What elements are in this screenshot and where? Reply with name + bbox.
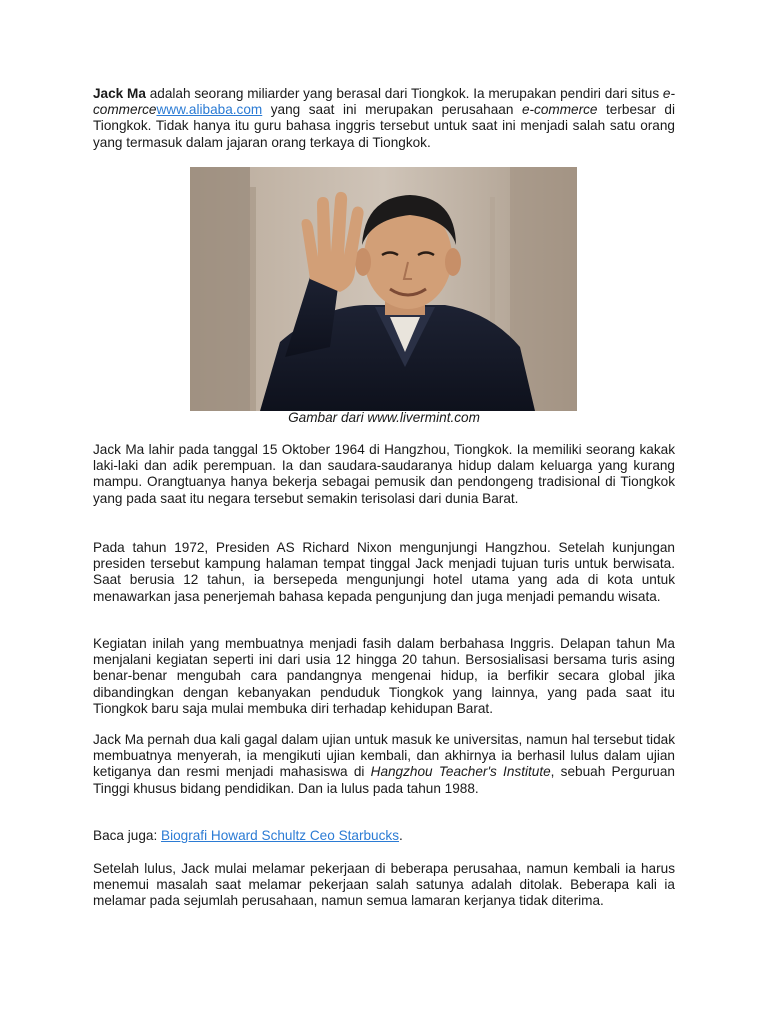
alibaba-link[interactable]: www.alibaba.com — [156, 102, 263, 118]
photo-caption: Gambar dari www.livermint.com — [288, 410, 480, 425]
english-paragraph: Kegiatan inilah yang membuatnya menjadi fasih dalam berbahasa Inggris. Delapan tahun Ma menjalani kegiatan seperti ini dari usia 12 hingga 20 tahun. Bersosialisasi bersama turis asing benar-benar mengubah cara pandangnya mengenai hidup, ia berfikir secara global jika dibandingkan dengan kebanyakan penduduk Tiongkok yang lainnya, yang pada saat itu Tiongkok baru saja mulai membuka diri terhadap kehidupan Barat. — [93, 636, 675, 716]
birth-paragraph: Jack Ma lahir pada tanggal 15 Oktober 1964 di Hangzhou, Tiongkok. Ia memiliki seorang kakak laki-laki dan adik perempuan. Ia dan saudara-saudaranya hidup dalam keluarga yang kurang mampu. Orangtuanya hanya bekerja sebagai pemusik dan pendongeng tradisional di Tiongkok yang pada saat itu negara tersebut semakin terisolasi dari dunia Barat. — [93, 442, 675, 506]
intro-paragraph: Jack Ma adalah seorang miliarder yang berasal dari Tiongkok. Ia merupakan pendiri dari situs e-commercewww.alibaba.com yang saat ini merupakan perusahaan e-commerce terbesar di Tiongkok. Tidak hanya itu guru bahasa inggris tersebut untuk saat ini menjadi salah satu orang yang termasuk dalam jajaran orang terkaya di Tiongkok. — [93, 86, 675, 150]
subject-name: Jack Ma — [93, 86, 146, 101]
institute-name: Hangzhou Teacher's Institute — [370, 764, 551, 780]
read-also: Baca juga: Biografi Howard Schultz Ceo Starbucks. — [93, 828, 403, 843]
university-paragraph: Jack Ma pernah dua kali gagal dalam ujian untuk masuk ke universitas, namun hal tersebut tidak membuatnya menyerah, ia mengikuti ujian kembali, dan akhirnya ia berhasil lulus dalam ujian ketiganya dan resmi menjadi mahasiswa di Hangzhou Teacher's Institute, sebuah Perguruan Tinggi khusus bidang pendidikan. Dan ia lulus pada tahun 1988. — [93, 732, 675, 796]
nixon-paragraph: Pada tahun 1972, Presiden AS Richard Nixon mengunjungi Hangzhou. Setelah kunjungan presiden tersebut kampung halaman tempat tinggal Jack menjadi tujuan turis untuk berwisata. Saat berusia 12 tahun, ia bersepeda mengunjungi hotel utama yang ada di kota untuk menawarkan jasa penerjemah bahasa kepada pengunjung dan juga menjadi pemandu wisata. — [93, 540, 675, 604]
job-paragraph: Setelah lulus, Jack mulai melamar pekerjaan di beberapa perusahaa, namun kembali ia harus menemui masalah saat melamar pekerjaan salah satunya adalah ditolak. Beberapa kali ia melamar pada sejumlah perusahaan, namun semua lamaran kerjanya tidak diterima. — [93, 861, 675, 909]
starbucks-link[interactable]: Biografi Howard Schultz Ceo Starbucks — [161, 828, 400, 843]
portrait-photo — [190, 167, 577, 411]
photo-illustration — [190, 167, 577, 411]
